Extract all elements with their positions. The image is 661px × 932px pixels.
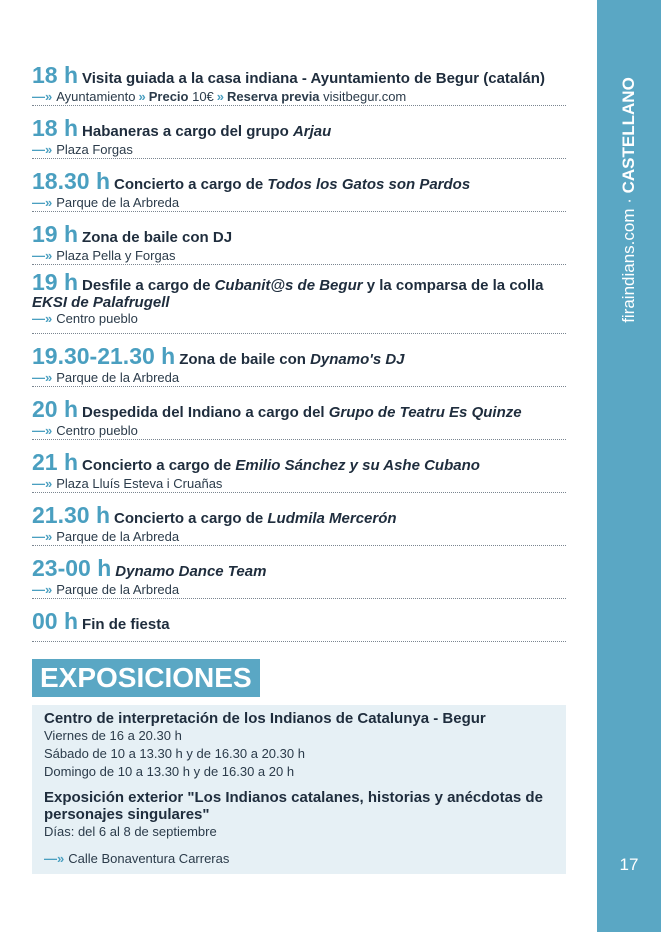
event-title: Cubanit@s de Begur <box>214 277 363 294</box>
event-place: Plaza Forgas <box>56 142 133 157</box>
event-detail-line <box>32 529 566 544</box>
event-detail-line <box>32 311 566 326</box>
sidebar-vertical-text <box>619 77 639 323</box>
event-detail: Reserva previa <box>227 89 320 104</box>
language-label: CASTELLANO <box>619 77 638 194</box>
event-detail: visitbegur.com <box>319 89 407 104</box>
event-title: Zona de baile con DJ <box>82 229 233 246</box>
event-detail-line <box>32 89 566 104</box>
event-place: Centro pueblo <box>56 311 138 326</box>
outdoor-name: Exposición exterior "Los Indianos catalanes, historias y anécdotas de personajes singulares" <box>44 789 543 823</box>
event-title: Fin de fiesta <box>82 616 170 633</box>
event-detail-line <box>32 423 566 438</box>
event-place: Centro pueblo <box>56 423 138 438</box>
center-hours-0: Viernes de 16 a 20.30 h <box>44 728 182 743</box>
center-hours-1: Sábado de 10 a 13.30 h y de 16.30 a 20.30 h <box>44 746 305 761</box>
event-title-line <box>32 555 566 582</box>
arrow-icon: —» <box>32 476 53 491</box>
outdoor-place: Calle Bonaventura Carreras <box>68 851 230 866</box>
event-title: Grupo de Teatru Es Quinze <box>328 404 522 421</box>
event-detail-line <box>32 142 566 157</box>
arrow-icon: —» <box>32 529 53 544</box>
event-detail-line <box>32 195 566 210</box>
event-title: Todos los Gatos son Pardos <box>267 176 471 193</box>
event-row <box>32 166 566 212</box>
event-title-line <box>32 115 566 142</box>
arrow-icon: —» <box>32 582 53 597</box>
event-time: 18 h <box>32 115 79 141</box>
event-time: 19 h <box>32 221 79 247</box>
separator-icon: » <box>138 89 146 104</box>
arrow-icon: —» <box>32 142 53 157</box>
arrow-icon: —» <box>32 195 53 210</box>
event-list <box>32 60 566 649</box>
event-title: Habaneras a cargo del grupo <box>82 123 293 140</box>
event-row <box>32 500 566 546</box>
separator-icon: » <box>216 89 225 104</box>
event-row <box>32 219 566 265</box>
event-row <box>32 447 566 493</box>
event-title: Dynamo Dance Team <box>115 563 267 580</box>
event-detail-line <box>32 248 566 263</box>
event-row <box>32 341 566 387</box>
event-title: Despedida del Indiano a cargo del <box>82 404 329 421</box>
exhibitions-heading: EXPOSICIONES <box>32 659 260 697</box>
event-title-line <box>32 396 566 423</box>
event-place: Parque de la Arbreda <box>56 582 180 597</box>
event-title: Emilio Sánchez y su Ashe Cubano <box>235 457 480 474</box>
event-detail-line <box>32 476 566 491</box>
event-time: 18.30 h <box>32 168 110 194</box>
event-time: 23-00 h <box>32 555 112 581</box>
event-title-line <box>32 221 566 248</box>
event-row <box>32 606 566 642</box>
arrow-icon: —» <box>32 89 53 104</box>
event-row <box>32 269 566 334</box>
event-title-line <box>32 168 566 195</box>
event-time: 00 h <box>32 608 79 634</box>
event-detail: Ayuntamiento <box>56 89 136 104</box>
event-title-line <box>32 343 566 370</box>
arrow-icon: —» <box>32 370 53 385</box>
site-dot: · <box>619 193 638 209</box>
event-title: EKSI de Palafrugell <box>32 294 170 311</box>
arrow-icon: —» <box>32 423 53 438</box>
event-title: Arjau <box>292 123 332 140</box>
event-detail-line <box>32 582 566 597</box>
event-time: 19.30-21.30 h <box>32 343 176 369</box>
event-place: Plaza Lluís Esteva i Cruañas <box>56 476 223 491</box>
event-detail: Precio <box>148 89 189 104</box>
site-name: firaindians.com <box>619 208 638 323</box>
event-title-line <box>32 502 566 529</box>
event-title: Desfile a cargo de <box>82 277 215 294</box>
event-title: Dynamo's DJ <box>310 351 405 368</box>
event-title-line <box>32 62 566 89</box>
event-title: Ludmila Mercerón <box>267 510 397 527</box>
arrow-icon: —» <box>44 851 65 866</box>
event-place: Parque de la Arbreda <box>56 370 180 385</box>
arrow-icon: —» <box>32 248 53 263</box>
event-title: y la comparsa de la colla <box>362 277 544 294</box>
event-title: Concierto a cargo de <box>82 457 236 474</box>
exhibitions-box <box>32 705 566 874</box>
event-title: Visita guiada a la casa indiana - Ayuntamiento de Begur (catalán) <box>82 70 545 87</box>
event-time: 20 h <box>32 396 79 422</box>
event-time: 18 h <box>32 62 79 88</box>
arrow-icon: —» <box>32 311 53 326</box>
event-time: 19 h <box>32 269 79 295</box>
event-title: Zona de baile con <box>179 351 311 368</box>
event-title: Concierto a cargo de <box>114 176 268 193</box>
event-place: Parque de la Arbreda <box>56 195 180 210</box>
center-name: Centro de interpretación de los Indianos de Catalunya - Begur <box>44 710 486 727</box>
outdoor-days: Días: del 6 al 8 de septiembre <box>44 824 217 839</box>
event-detail: 10€ <box>188 89 214 104</box>
center-hours-2: Domingo de 10 a 13.30 h y de 16.30 a 20 h <box>44 764 295 779</box>
event-time: 21.30 h <box>32 502 110 528</box>
event-title-line <box>32 608 566 635</box>
page-number: 17 <box>619 855 639 874</box>
event-title: Concierto a cargo de <box>114 510 268 527</box>
event-time: 21 h <box>32 449 79 475</box>
event-row <box>32 553 566 599</box>
event-row <box>32 60 566 106</box>
event-row <box>32 394 566 440</box>
outdoor-place-line <box>44 850 554 868</box>
event-detail-line <box>32 370 566 385</box>
event-place: Plaza Pella y Forgas <box>56 248 176 263</box>
event-row <box>32 113 566 159</box>
event-place: Parque de la Arbreda <box>56 529 180 544</box>
event-title-line <box>32 269 566 311</box>
event-title-line <box>32 449 566 476</box>
